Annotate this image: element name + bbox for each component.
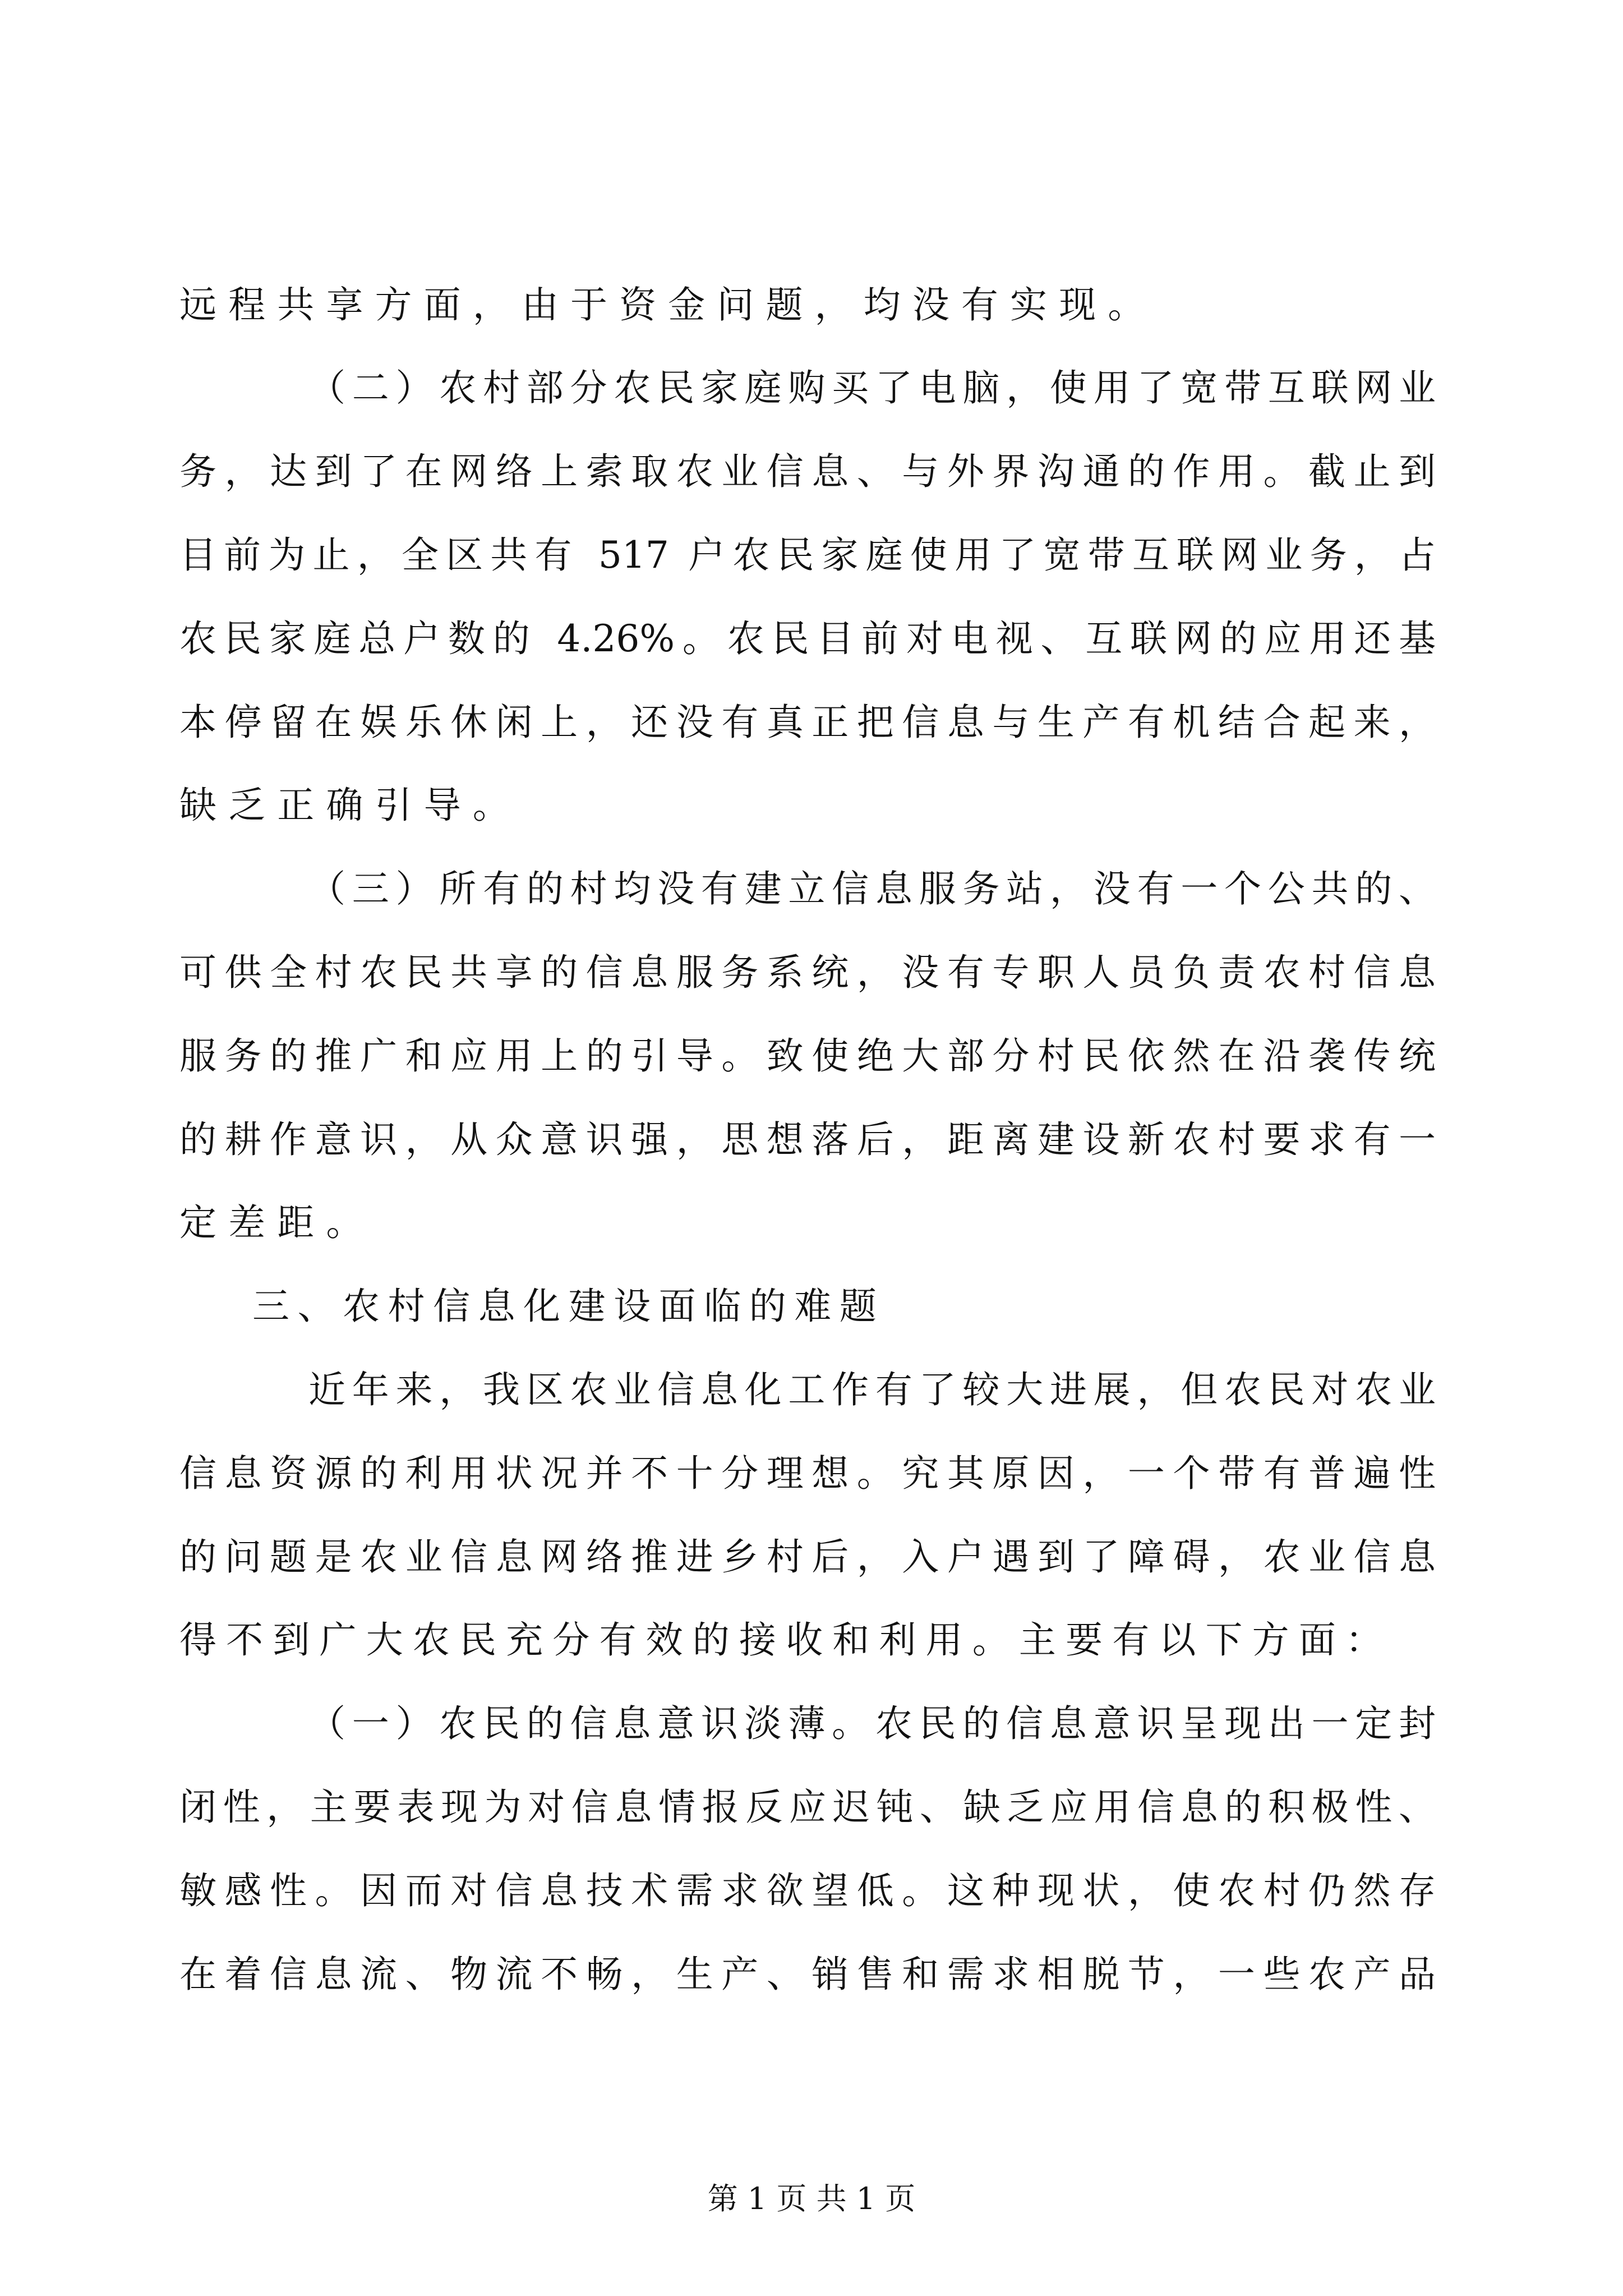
section-heading: 三、农村信息化建设面临的难题 — [252, 1285, 885, 1328]
text-line: 农民家庭总户数的 4.26%。农民目前对电视、互联网的应用还基 — [179, 617, 1436, 660]
page-footer — [0, 2177, 1623, 2221]
text-line: 本停留在娱乐休闲上，还没有真正把信息与生产有机结合起来， — [179, 701, 1436, 744]
paragraph-start-line: （三）所有的村均没有建立信息服务站，没有一个公共的、 — [308, 867, 1436, 910]
paragraph-start-line: （二）农村部分农民家庭购买了电脑，使用了宽带互联网业 — [308, 366, 1436, 409]
page-number-label: 第 1 页 共 1 页 — [707, 2181, 916, 2216]
paragraph-start-line: （一）农民的信息意识淡薄。农民的信息意识呈现出一定封 — [308, 1702, 1436, 1745]
text-line: 的耕作意识，从众意识强，思想落后，距离建设新农村要求有一 — [179, 1118, 1436, 1161]
text-line: 缺乏正确引导。 — [179, 784, 522, 827]
text-line: 可供全村农民共享的信息服务系统，没有专职人员负责农村信息 — [179, 951, 1436, 994]
text-line: 定差距。 — [179, 1201, 375, 1244]
text-line: 敏感性。因而对信息技术需求欲望低。这种现状，使农村仍然存 — [179, 1869, 1436, 1912]
text-line: 远程共享方面，由于资金问题，均没有实现。 — [179, 283, 1157, 326]
paragraph-start-line: 近年来，我区农业信息化工作有了较大进展，但农民对农业 — [308, 1368, 1436, 1411]
text-line: 在着信息流、物流不畅，生产、销售和需求相脱节，一些农产品 — [179, 1953, 1436, 1996]
text-line: 得不到广大农民充分有效的接收和利用。主要有以下方面： — [179, 1618, 1393, 1662]
text-line: 信息资源的利用状况并不十分理想。究其原因，一个带有普遍性 — [179, 1452, 1436, 1495]
text-line: 服务的推广和应用上的引导。致使绝大部分村民依然在沿袭传统 — [179, 1034, 1436, 1078]
text-line: 闭性，主要表现为对信息情报反应迟钝、缺乏应用信息的积极性、 — [179, 1786, 1436, 1829]
text-line: 的问题是农业信息网络推进乡村后，入户遇到了障碍，农业信息 — [179, 1535, 1436, 1579]
text-line: 务，达到了在网络上索取农业信息、与外界沟通的作用。截止到 — [179, 450, 1436, 493]
text-line: 目前为止，全区共有 517 户农民家庭使用了宽带互联网业务，占 — [179, 533, 1436, 577]
